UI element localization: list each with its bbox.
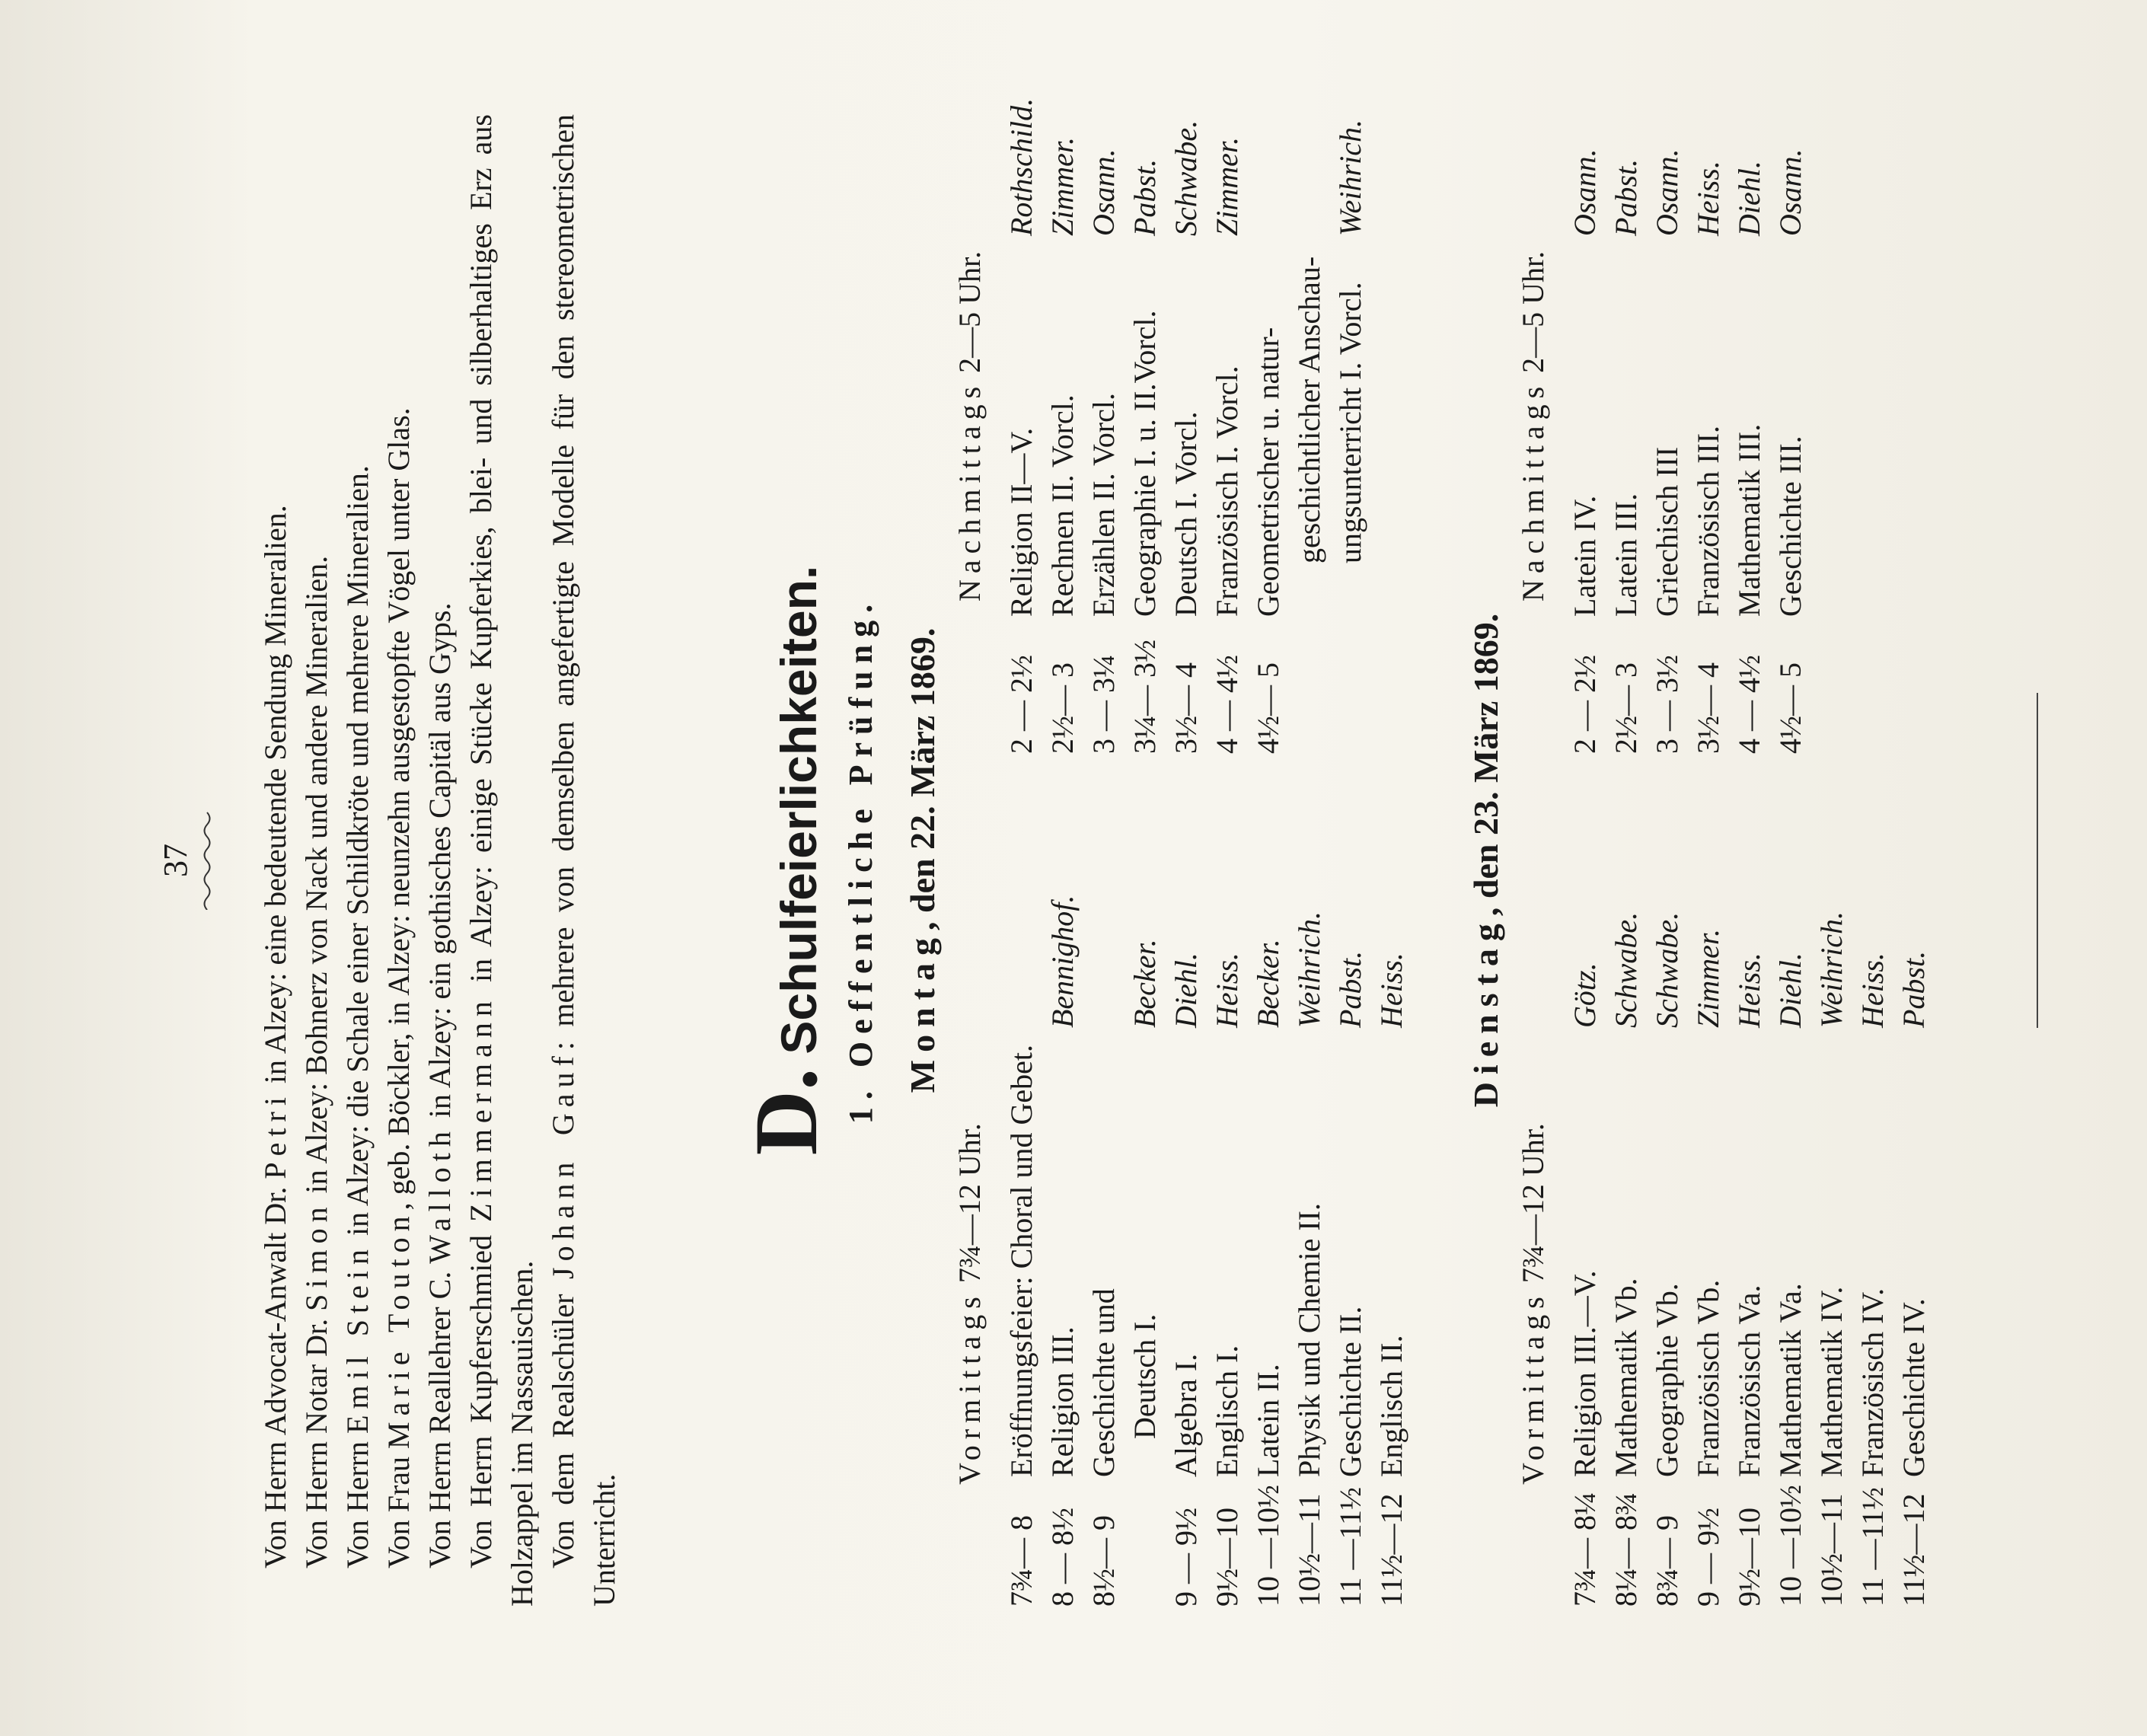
day-date: , den 23. März 1869. — [1466, 613, 1505, 917]
table-row: 11 —11½ Geschichte II. Pabst. ungsunterricht I. Vorcl. Weihrich. — [1333, 120, 1367, 1607]
table-row: 9½—10 Französisch Va. Heiss. 4 — 4½ Mathematik III. Diehl. — [1732, 161, 1766, 1607]
table-row: 10 —10½ Latein II. Becker. 4½— 5 Geometrischer u. natur- — [1251, 327, 1285, 1607]
section-heading — [735, 114, 838, 1607]
subsection-heading: 1. Oeffentliche Prüfung. — [842, 596, 879, 1125]
day-heading — [1466, 114, 1506, 1607]
table-row: 8¾— 9 Geographie Vb. Schwabe. 3 — 3½ Griechisch III Osann. — [1650, 148, 1684, 1607]
table-row: 11 —11½ Französisch IV. Heiss. — [1855, 953, 1890, 1607]
donation-entry: Von Herrn Emil Stein in Alzey: die Schale einer Schildkröte und mehrere Mineralien. — [340, 465, 375, 1568]
day-heading — [902, 114, 943, 1607]
weekday: Montag — [903, 930, 942, 1093]
schedule-table — [1001, 97, 1412, 1607]
table-row: Deutsch I. Becker. 3¼— 3½ Geographie I. u. II.Vorcl. Pabst. — [1128, 158, 1162, 1439]
table-row: 11½—12 Geschichte IV. Pabst. — [1897, 950, 1931, 1607]
morning-label: Vormittags 7¾—12 Uhr. — [1516, 1123, 1550, 1485]
table-row: 9 — 9½ Algebra I. Diehl. 3½— 4 Deutsch I. Vorcl. Schwabe. — [1169, 120, 1203, 1607]
afternoon-label: Nachmittags 2—5 Uhr. — [952, 251, 987, 602]
donation-entry: Von Herrn Advocat-Anwalt Dr. Petri in Alzey: eine bedeutende Sendung Mineralien. — [258, 505, 292, 1568]
morning-label: Vormittags 7¾—12 Uhr. — [952, 1123, 987, 1485]
donation-entry: Von Herrn Kupferschmied Zimmermann in Alzey: einige Stücke Kupferkies, blei- und silberhaltiges Erz aus Holzappel im Nassauischen. — [464, 114, 539, 1607]
table-row: 9 — 9½ Französisch Vb. Zimmer. 3½— 4 Französisch III. Heiss. — [1691, 161, 1725, 1607]
table-row: 10 —10½ Mathematik Va. Diehl. 4½— 5 Geschichte III. Osann. — [1773, 148, 1807, 1607]
donation-entry: Von Herrn Reallehrer C. Walloth in Alzey: ein gothisches Capitäl aus Gyps. — [423, 602, 457, 1568]
table-row: 8 — 8½ Religion III. Bennighof. 2½— 3 Rechnen II. Vorcl. Zimmer. — [1045, 136, 1080, 1607]
table-row: 8½— 9 Geschichte und 3 — 3¼ Erzählen II. Vorcl. Osann. — [1086, 148, 1121, 1607]
weekday: Dienstag — [1466, 916, 1505, 1108]
afternoon-label: Nachmittags 2—5 Uhr. — [1516, 251, 1550, 602]
table-row: 10½—11 Physik und Chemie II. Weihrich. geschichtlicher Anschau- — [1292, 256, 1326, 1607]
page-number: 37 — [157, 844, 194, 877]
table-row: 7¾— 8 Eröffnungsfeier: Choral und Gebet. 2 — 2½ Religion II—V. Rothschild. — [1004, 97, 1038, 1607]
rotated-page — [156, 97, 2120, 1607]
ornament-rule — [202, 811, 212, 910]
donation-entry: Von dem Realschüler Johann Gauf: mehrere von demselben angefertigte Modelle für den stereometrischen Unterricht. — [546, 113, 621, 1607]
table-row: 9½—10 Englisch I. Heiss. 4 — 4½ Französisch I. Vorcl. Zimmer. — [1210, 136, 1244, 1607]
table-row: 10½—11 Mathematik IV. Weihrich. — [1814, 911, 1849, 1607]
day-date: , den 22. März 1869. — [903, 627, 942, 931]
table-row: 11½—12 Englisch II. Heiss. — [1374, 953, 1408, 1607]
section-letter: D. — [736, 1067, 836, 1156]
donation-list — [255, 114, 625, 1607]
table-row: 8¼— 8¾ Mathematik Vb. Schwabe. 2½— 3 Latein III. Pabst. — [1609, 158, 1643, 1607]
section-title: Schulfeierlichkeiten. — [770, 565, 827, 1055]
closing-rule — [2037, 693, 2038, 1028]
donation-entry: Von Herrn Notar Dr. Simon in Alzey: Bohnerz von Nack und andere Mineralien. — [299, 555, 333, 1568]
donation-entry: Von Frau Marie Touton, geb. Böckler, in Alzey: neunzehn ausgestopfte Vögel unter Glas. — [381, 407, 416, 1568]
table-row: 7¾— 8¼ Religion III.—V. Götz. 2 — 2½ Latein IV. Osann. — [1568, 148, 1602, 1607]
schedule-table — [1565, 114, 1935, 1607]
